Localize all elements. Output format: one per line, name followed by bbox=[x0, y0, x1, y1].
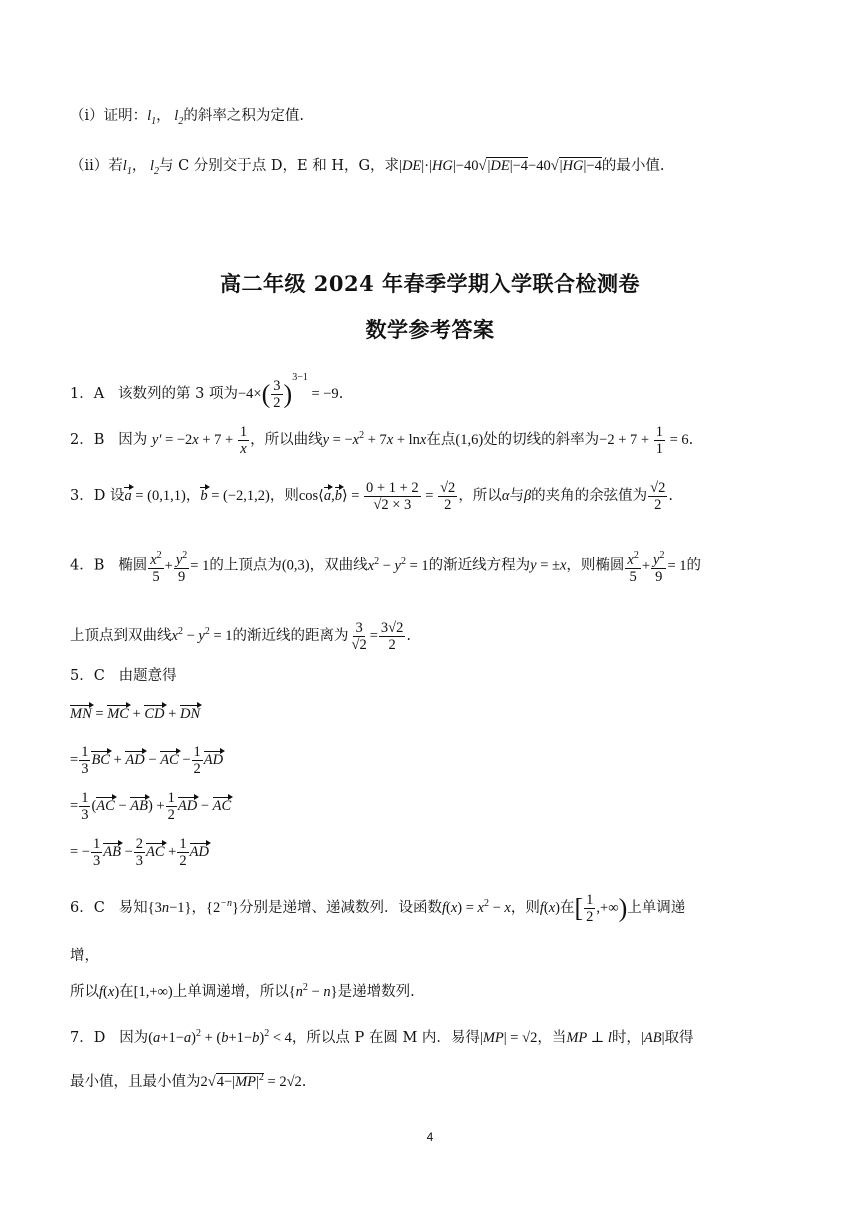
answer-2-curve: $y = -x^2 + 7x + \ln x$ bbox=[322, 430, 427, 448]
answer-3: 3．D 设a = (0,1,1)，b = (−2,1,2)，则cos⟨a,b⟩ = $\frac{0 + 1 + 2}{√2 \times 3}$ = $\frac{√2}{2}$ ，所以α与β的夹角的余弦值为 $\frac{√2}{2}$ . bbox=[70, 480, 673, 513]
math-l1-l2: $l_1$， $l_2$ bbox=[147, 108, 184, 127]
answer-4-line-2: 上顶点到双曲线$x^2 - y^2 = 1$的渐近线的距离为 $\frac{3}{√2}$ = $\frac{3√2}{2}$ . bbox=[70, 620, 411, 653]
answer-2-slope: −2 + 7 + $\frac{1}{1}$ = 6 bbox=[599, 424, 689, 457]
math-l1-l2-b: $l_1$， $l_2$ bbox=[122, 158, 159, 177]
beta-symbol: β bbox=[523, 487, 532, 504]
answer-6: 6．C 易知{3n−1}，$\{2^{-n}\}$分别是递增、递减数列．设函数$f(x) = x^2 - x$，则f(x)在[ $\frac{1}{2}$ ,+∞)上单调递 bbox=[70, 892, 686, 925]
question-ii-suffix: 的最小值. bbox=[601, 158, 665, 174]
answer-4-t2: 的上顶点为 bbox=[209, 557, 282, 574]
answer-5 bbox=[70, 666, 796, 686]
answer-6-function: $f(x) = x^2 - x$ bbox=[441, 898, 511, 916]
answer-7-l2a: 最小值，且最小值为 bbox=[70, 1073, 201, 1090]
answer-4-t1: 椭圆 bbox=[118, 557, 148, 574]
answer-7-ab: |AB| bbox=[640, 1029, 665, 1046]
answer-5-eq-3: = $\frac{1}{3}$ (AC − AB) + $\frac{1}{2}$ AD − AC bbox=[70, 790, 232, 823]
answer-6-fx-2: f(x) bbox=[99, 983, 120, 1000]
answer-7-number: 7．D bbox=[70, 1029, 106, 1046]
question-i-suffix: 的斜率之积为定值. bbox=[183, 108, 304, 124]
answer-4-l2a: 上顶点到双曲线 bbox=[70, 627, 172, 644]
answer-1: 1．A 该数列的第 3 项为−4×( $\frac{3}{2}$ )$^{3-1}$ = −9. bbox=[70, 372, 344, 412]
answer-6-t3: ，则 bbox=[510, 899, 540, 916]
answer-4-asymptote: y = ±x bbox=[530, 557, 567, 574]
answer-5-number: 5．C bbox=[70, 668, 105, 684]
answer-2-derivative: y′ = −2x + 7 + $\frac{1}{x}$ bbox=[151, 424, 248, 457]
math-expression-min: |DE|·|HG|−40√|DE|−4−40√|HG|−4 bbox=[399, 158, 602, 174]
answer-7-t5: 取得 bbox=[664, 1029, 694, 1046]
answer-7-min: $2√4-|MP|^2 = 2√2$ bbox=[200, 1072, 302, 1090]
page-title: 高二年级 2024 年春季学期入学联合检测卷 bbox=[219, 271, 641, 296]
answer-4-t3: ，双曲线 bbox=[309, 557, 368, 574]
answer-1-formula: −4×( $\frac{3}{2}$ )$^{3-1}$ = −9 bbox=[237, 372, 339, 412]
answer-3-result: $\frac{√2}{2}$ bbox=[650, 480, 666, 513]
answer-6-l3d: 是递增数列. bbox=[337, 983, 415, 1000]
answer-4-ellipse: $\frac{x^2}{5}$ + $\frac{y^2}{9}$ = 1 bbox=[150, 550, 210, 585]
answer-7 bbox=[70, 1024, 796, 1048]
answer-5-eq-2: = $\frac{1}{3}$ BC + AD − AC − $\frac{1}{2}$ AD bbox=[70, 744, 224, 777]
answer-6-l3b: 在 bbox=[119, 983, 134, 1000]
answer-1-number: 1．A bbox=[70, 386, 105, 402]
answer-6-t2: 分别是递增、递减数列．设函数 bbox=[238, 899, 442, 916]
answer-6-t1: 易知 bbox=[118, 899, 148, 916]
answer-3-t1: ， bbox=[185, 487, 201, 504]
answer-6-seq-3: $\{n^2 - n\}$ bbox=[288, 982, 338, 1000]
answer-4-number: 4．B bbox=[70, 557, 105, 574]
answer-6-interval: [ $\frac{1}{2}$ ,+∞) bbox=[574, 892, 628, 925]
answer-7-t3: ，当 bbox=[537, 1029, 567, 1046]
answer-2-t2: ，所以曲线 bbox=[250, 431, 323, 448]
answer-4-hyperbola: $x^2 - y^2 = 1$ bbox=[367, 555, 429, 574]
answer-4-ellipse-2: $\frac{x^2}{5}$ + $\frac{y^2}{9}$ = 1 bbox=[627, 550, 687, 585]
answer-4-l2b: 的渐近线的距离为 bbox=[232, 627, 349, 644]
question-line-i bbox=[70, 106, 796, 132]
answer-7-t1: 因为 bbox=[119, 1029, 149, 1046]
answer-2-t4: 处的切线的斜率为 bbox=[483, 431, 600, 448]
answer-6-t4: 在 bbox=[560, 899, 575, 916]
answer-4 bbox=[70, 548, 796, 585]
answer-6-l3a: 所以 bbox=[70, 983, 99, 1000]
question-line-ii bbox=[70, 156, 796, 182]
answer-6-number: 6．C bbox=[70, 899, 105, 916]
answer-4-t5: ，则椭圆 bbox=[566, 557, 625, 574]
answer-4-t4: 的渐近线方程为 bbox=[428, 557, 531, 574]
answer-2-number: 2．B bbox=[70, 431, 105, 448]
answer-6-t5: 上单调递 bbox=[627, 899, 686, 916]
answer-6-seq-2: $\{2^{-n}\}$ bbox=[206, 898, 239, 916]
answer-6-interval-2: [1,+∞) bbox=[133, 983, 173, 1000]
answer-3-t2: ，则 bbox=[269, 487, 299, 504]
answer-4-vertex: (0,3) bbox=[281, 557, 310, 574]
alpha-symbol: α bbox=[501, 487, 510, 504]
answer-6-line-2: 增， bbox=[70, 948, 99, 964]
page-number: 4 bbox=[426, 1130, 434, 1144]
answer-7-t2: ，所以点 P 在圆 M 内．易得 bbox=[291, 1029, 480, 1046]
answer-6-fx: f(x) bbox=[539, 899, 560, 916]
answer-5-eq-1: MN = MC + CD + DN bbox=[70, 706, 201, 722]
question-ii-prefix: （ii）若 bbox=[70, 158, 123, 174]
answer-4-hyperbola-2: $x^2 - y^2 = 1$ bbox=[171, 626, 233, 644]
answer-2-t1: 因为 bbox=[118, 431, 148, 448]
answer-3-cosine: cos⟨a,b⟩ = $\frac{0 + 1 + 2}{√2 \times 3}$ = $\frac{√2}{2}$ bbox=[298, 480, 456, 513]
answer-6-line-3 bbox=[70, 978, 796, 1002]
answer-5-text: 由题意得 bbox=[118, 668, 177, 684]
answer-2-t3: 在点 bbox=[426, 431, 456, 448]
answer-2-point: (1,6) bbox=[455, 431, 484, 448]
answer-5-eq-4: = − $\frac{1}{3}$ AB − $\frac{2}{3}$ AC + $\frac{1}{2}$ AD bbox=[70, 836, 209, 869]
question-i-prefix: （i）证明： bbox=[70, 108, 148, 124]
answer-3-vector-a: a = (0,1,1) bbox=[124, 487, 186, 504]
answer-4-t6: 的 bbox=[686, 557, 702, 574]
answer-3-t4: 与 bbox=[509, 487, 524, 504]
answer-3-t3: ，所以 bbox=[458, 487, 502, 504]
answer-4-distance: $\frac{3}{√2}$ = $\frac{3√2}{2}$ bbox=[351, 620, 404, 653]
answer-2: 2．B 因为 y′ = −2x + 7 + $\frac{1}{x}$ ，所以曲线$y = -x^2 + 7x + \ln x$在点(1,6)处的切线的斜率为−2 + 7 + $\frac{1}{1}$ = 6. bbox=[70, 424, 694, 457]
answer-7-t4: 时， bbox=[611, 1029, 641, 1046]
question-ii-mid: 与 C 分别交于点 D，E 和 H，G，求 bbox=[158, 158, 400, 174]
answer-7-perp: MP ⊥ l bbox=[566, 1029, 612, 1046]
answer-3-number: 3．D 设 bbox=[70, 487, 125, 504]
answer-7-mp: |MP| = √2 bbox=[479, 1029, 538, 1046]
answer-1-text: 该数列的第 3 项为 bbox=[118, 386, 238, 402]
answer-7-inequality: $(a+1-a)^2 + (b+1-b)^2 < 4$ bbox=[148, 1028, 292, 1046]
page-subtitle: 数学参考答案 bbox=[365, 317, 495, 342]
answer-6-l3c: 上单调递增，所以 bbox=[172, 983, 289, 1000]
answer-6-seq-1: {3n−1} bbox=[147, 899, 192, 916]
answer-7-line-2: 最小值，且最小值为$2√4-|MP|^2 = 2√2$. bbox=[70, 1072, 307, 1090]
answer-3-t5: 的夹角的余弦值为 bbox=[531, 487, 648, 504]
answer-3-vector-b: b = (−2,1,2) bbox=[200, 487, 270, 504]
